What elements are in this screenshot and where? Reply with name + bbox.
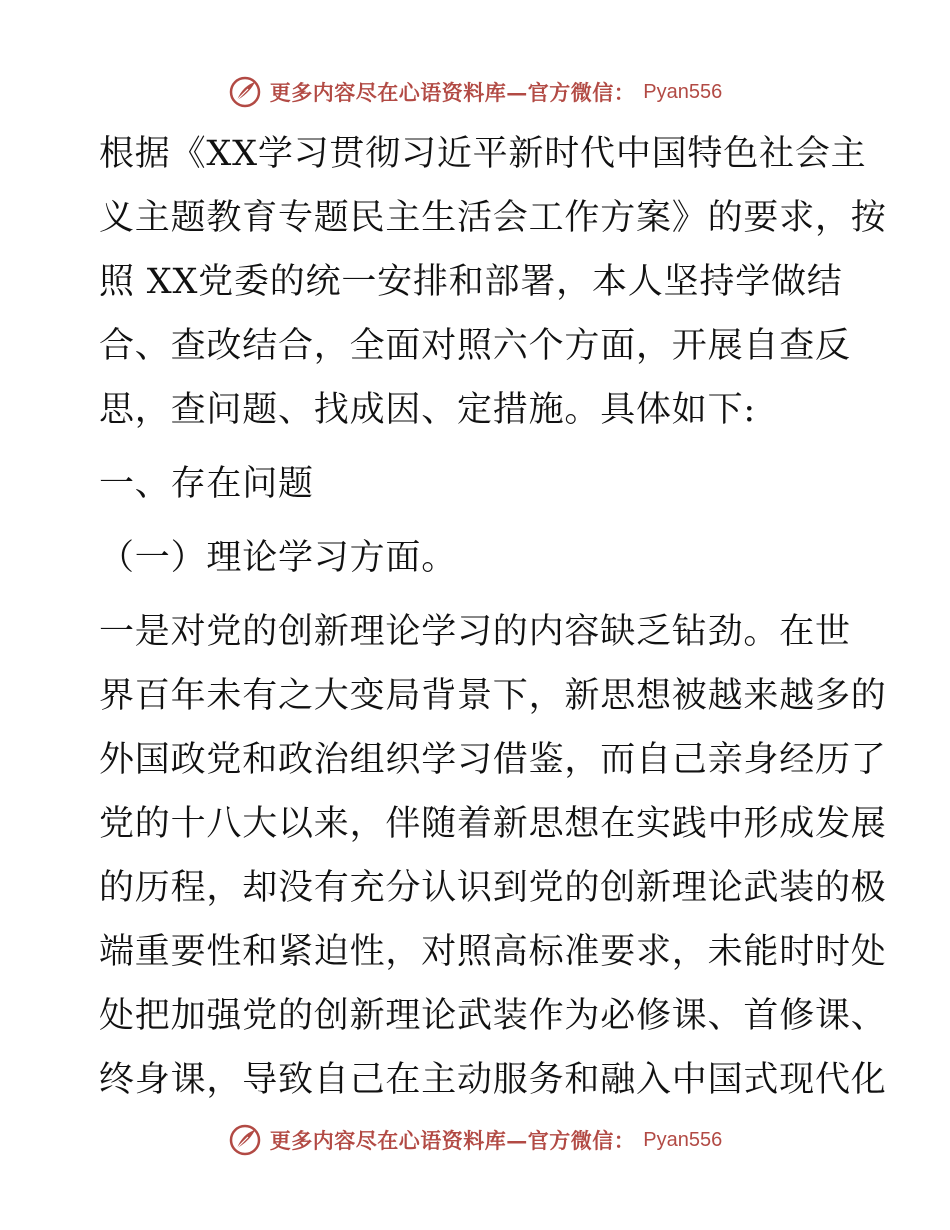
text-line: 处把加强党的创新理论武装作为必修课、首修课、	[99, 996, 887, 1036]
text-line: 外国政党和政治组织学习借鉴，而自己亲身经历了	[99, 740, 887, 780]
text-line: 合、查改结合，全面对照六个方面，开展自查反	[99, 326, 851, 366]
text-line: 终身课，导致自己在主动服务和融入中国式现代化	[99, 1060, 887, 1100]
watermark-text: 更多内容尽在心语资料库—官方微信：	[269, 80, 636, 105]
subsection-heading: （一）理论学习方面。	[99, 538, 458, 578]
text-line: 党的十八大以来，伴随着新思想在实践中形成发展	[99, 804, 887, 844]
text-line: 思，查问题、找成因、定措施。具体如下:	[99, 390, 756, 430]
text-line: 一是对党的创新理论学习的内容缺乏钻劲。在世	[99, 612, 851, 652]
watermark-text: 更多内容尽在心语资料库—官方微信：	[269, 1128, 636, 1153]
section-heading: 一、存在问题	[99, 464, 314, 504]
feather-pen-logo-icon	[228, 1123, 262, 1157]
text-line: 照 XX党委的统一安排和部署，本人坚持学做结	[99, 262, 843, 302]
watermark-contact: Pyan556	[643, 1128, 723, 1151]
feather-pen-logo-icon	[228, 75, 262, 109]
text-line: 的历程，却没有充分认识到党的创新理论武装的极	[99, 868, 887, 908]
header-watermark	[0, 72, 950, 112]
document-body	[99, 122, 887, 1112]
body-paragraph	[99, 600, 887, 1112]
intro-paragraph	[99, 122, 887, 442]
watermark-contact: Pyan556	[643, 80, 723, 103]
text-line: 根据《XX学习贯彻习近平新时代中国特色社会主	[99, 134, 867, 174]
footer-watermark	[0, 1120, 950, 1160]
text-line: 端重要性和紧迫性，对照高标准要求，未能时时处	[99, 932, 887, 972]
text-line: 义主题教育专题民主生活会工作方案》的要求，按	[99, 198, 887, 238]
text-line: 界百年未有之大变局背景下，新思想被越来越多的	[99, 676, 887, 716]
